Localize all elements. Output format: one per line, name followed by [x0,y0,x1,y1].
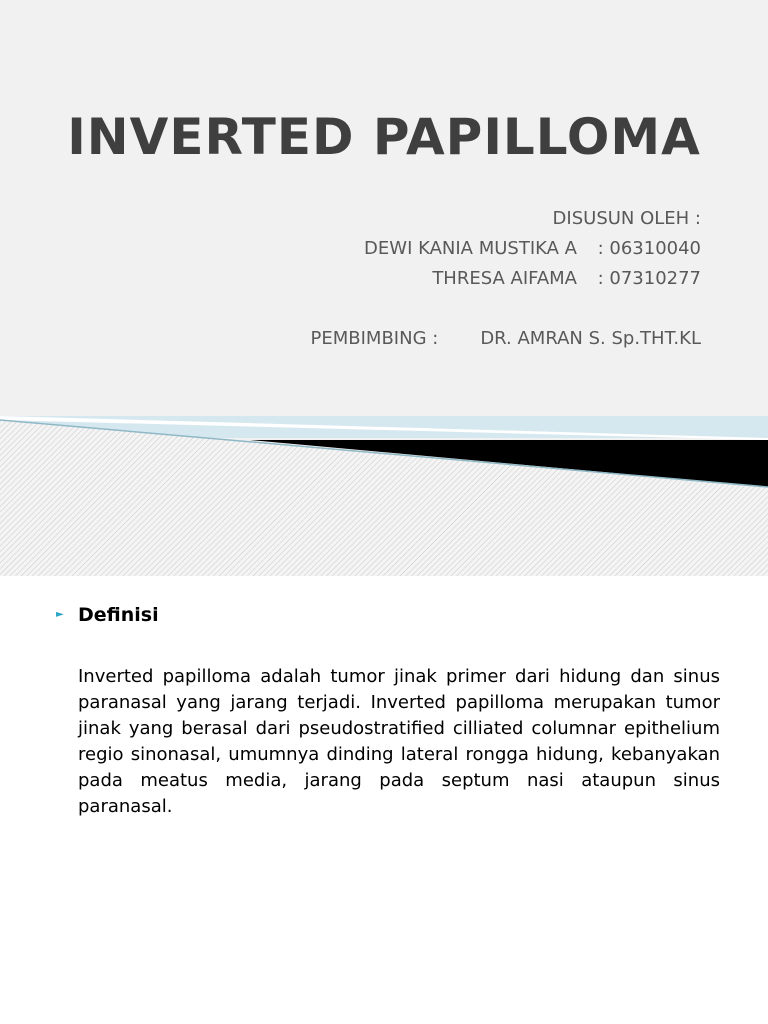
disusun-label: DISUSUN OLEH : [552,208,701,229]
author-name: THRESA AIFAMA [432,268,577,289]
author-id: : 07310277 [597,268,701,289]
pembimbing-row [311,324,702,354]
pembimbing-label: PEMBIMBING : [310,328,439,349]
author-row [311,264,702,294]
pembimbing-name: DR. AMRAN S. Sp.THT.KL [480,328,701,349]
disusun-row [311,204,702,234]
credits-spacer [311,294,702,324]
author-row [311,234,702,264]
triangle-right-icon: ► [56,609,64,620]
decorative-wave [0,410,768,576]
credits-block [311,204,702,354]
content-slide [0,576,768,1024]
author-name: DEWI KANIA MUSTIKA A [364,238,577,259]
author-id: : 06310040 [597,238,701,259]
definition-paragraph: Inverted papilloma adalah tumor jinak primer dari hidung dan sinus paranasal yang jarang terjadi. Inverted papilloma merupakan tumor jinak yang berasal dari pseudostratified cilliated columnar epithelium regio sinonasal, umumnya dinding lateral rongga hidung, kebanyakan pada meatus media, jarang pada septum nasi ataupun sinus paranasal. [78,666,720,817]
section-heading: Definisi [78,604,159,626]
slide-title: INVERTED PAPILLOMA [67,108,701,166]
